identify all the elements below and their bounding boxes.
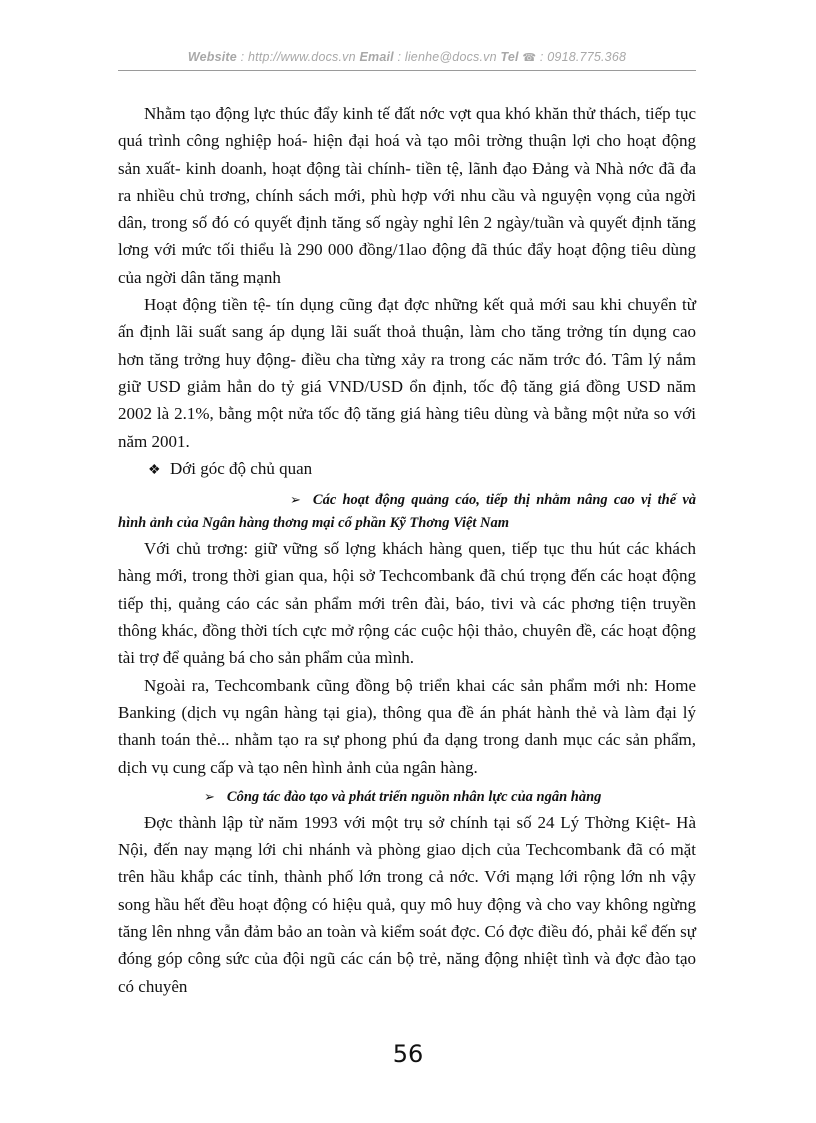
paragraph-4: Ngoài ra, Techcombank cũng đồng bộ triển khai các sản phẩm mới nh: Home Banking (dịch vụ ngân hàng tại gia), thông qua đề án phát hành thẻ và làm đại lý thanh toán thẻ... nhằm tạo ra sự phong phú đa dạng trong danh mục các sản phẩm, dịch vụ cung cấp và tạo nên hình ảnh của ngân hàng.: [118, 675, 696, 777]
email-label: Email: [359, 50, 394, 64]
tel-label: Tel: [500, 50, 519, 64]
paragraph-2: Hoạt động tiền tệ- tín dụng cũng đạt đợc những kết quả mới sau khi chuyển từ ấn định lãi suất sang áp dụng lãi suất thoả thuận, làm cho tăng trởng tín dụng cao hơn tăng trởng huy động- điều cha từng xảy ra trong các năm trớc đó. Tâm lý nắm giữ USD giảm hẳn do tỷ giá VND/USD ổn định, tốc độ tăng giá đồng USD năm 2002 là 2.1%, bằng một nửa tốc độ tăng giá hàng tiêu dùng và bằng một nửa so với năm 2001.: [118, 295, 696, 451]
paragraph-3: Với chủ trơng: giữ vững số lợng khách hàng quen, tiếp tục thu hút các khách hàng mới, trong thời gian qua, hội sở Techcombank đã chú trọng đến các hoạt động tiếp thị, quảng cáo các sản phẩm mới trên đài, báo, tivi và các phơng tiện truyền thông khác, đồng thời tích cực mở rộng các cuộc hội thảo, chuyên đề, các hoạt động tài trợ để quảng bá cho sản phẩm của mình.: [118, 539, 696, 668]
website-value: : http://www.docs.vn: [236, 50, 360, 64]
subheading-2: [118, 785, 696, 809]
subheading-2-text: Công tác đào tạo và phát triển nguồn nhân lực của ngân hàng: [226, 788, 602, 805]
bullet-heading-text: Dới góc độ chủ quan: [170, 458, 313, 478]
subheading-1-text: Các hoạt động quảng cáo, tiếp thị nhằm nâng cao vị thế và hình ảnh của Ngân hàng thơng mại cổ phần Kỹ Thơng Việt Nam: [118, 492, 696, 532]
bullet-heading: [118, 455, 696, 484]
phone-icon: ☎: [522, 52, 537, 64]
paragraph-5: Đợc thành lập từ năm 1993 với một trụ sở chính tại số 24 Lý Thờng Kiệt- Hà Nội, đến nay mạng lới chi nhánh và phòng giao dịch của Techcombank đã có mặt trên hầu khắp các tỉnh, thành phố lớn trong cả nớc. Với mạng lới rộng lớn nh vậy song hầu hết đều hoạt động có hiệu quả, quy mô huy động và cho vay không ngừng tăng lên nhng vẫn đảm bảo an toàn và kiểm soát đợc. Có đợc điều đó, phải kể đến sự đóng góp công sức của đội ngũ các cán bộ trẻ, năng động nhiệt tình và đợc đào tạo có chuyên: [118, 812, 696, 996]
email-value: : lienhe@docs.vn: [393, 50, 501, 64]
website-label: Website: [187, 50, 237, 64]
arrow-bullet-icon: ➢: [290, 492, 301, 508]
arrow-bullet-icon: ➢: [204, 788, 215, 804]
header-divider: [118, 70, 696, 71]
page-header: [118, 50, 696, 64]
subheading-1: [118, 488, 696, 535]
document-body: [118, 100, 696, 1000]
page-number: 56: [392, 1040, 424, 1068]
diamond-bullet-icon: ❖: [148, 462, 161, 478]
paragraph-1: Nhằm tạo động lực thúc đẩy kinh tế đất nớc vợt qua khó khăn thử thách, tiếp tục quá trình công nghiệp hoá- hiện đại hoá và tạo môi trờng thuận lợi cho hoạt động sản xuất- kinh doanh, hoạt động tài chính- tiền tệ, lãnh đạo Đảng và Nhà nớc đã đa ra nhiều chủ trơng, chính sách mới, phù hợp với nhu cầu và nguyện vọng của ngời dân, trong số đó có quyết định tăng số ngày nghỉ lên 2 ngày/tuần và quyết định tăng lơng với mức tối thiểu là 290 000 đồng/1lao động đã thúc đẩy hoạt động tiêu dùng của ngời dân tăng mạnh: [118, 104, 696, 287]
tel-value: : 0918.775.368: [536, 50, 627, 64]
